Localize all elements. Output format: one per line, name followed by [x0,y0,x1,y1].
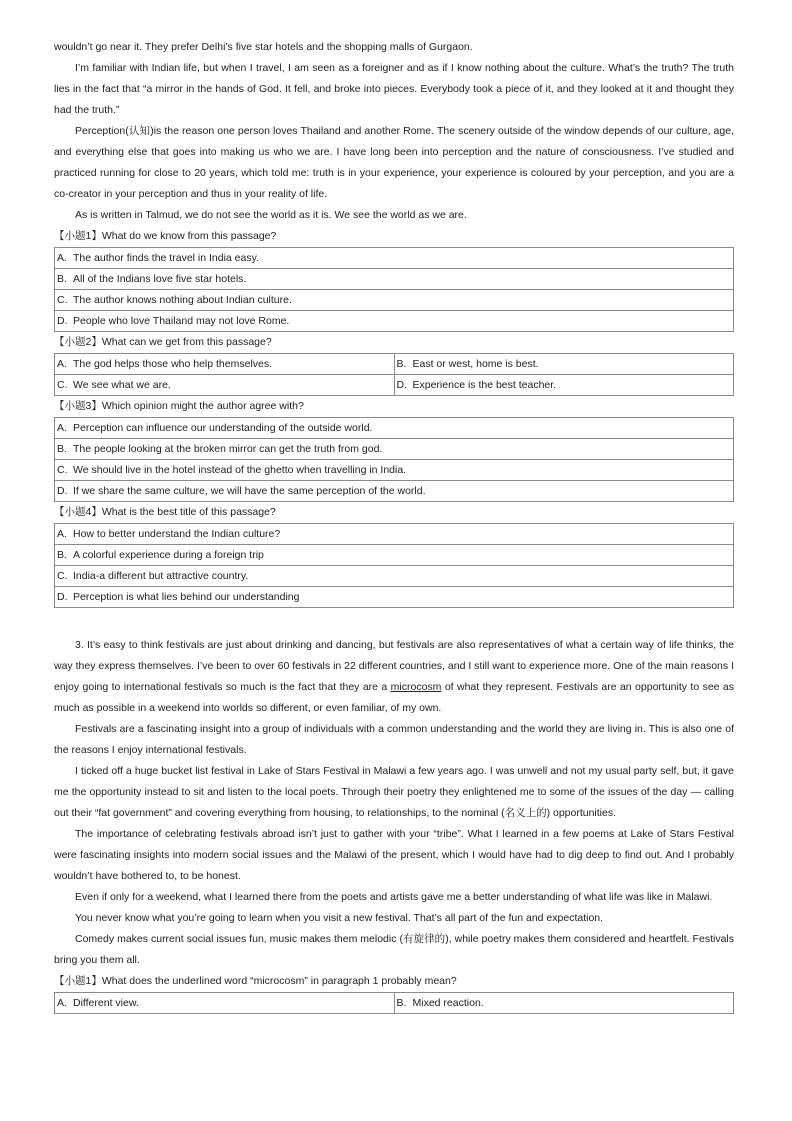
option-a[interactable]: A. How to better understand the Indian culture? [55,524,734,545]
option-a[interactable]: A. Perception can influence our understanding of the outside world. [55,418,734,439]
question-3-stem: 【小题3】Which opinion might the author agree with? [54,400,304,412]
document-page [54,37,734,1014]
option-b[interactable]: B. All of the Indians love five star hotels. [55,269,734,290]
option-d[interactable]: D. Experience is the best teacher. [394,375,734,396]
question-2-options [54,353,734,396]
option-a[interactable]: A. The author finds the travel in India easy. [55,248,734,269]
option-b[interactable]: B. The people looking at the broken mirror can get the truth from god. [55,439,734,460]
option-c[interactable]: C. India-a different but attractive country. [55,566,734,587]
passage3-paragraph-5: Even if only for a weekend, what I learned there from the poets and artists gave me a better understanding of what life was like in Malawi. [75,891,713,903]
passage3-question-1-options [54,992,734,1014]
option-d[interactable]: D. People who love Thailand may not love Rome. [55,311,734,332]
passage3-paragraph-7: Comedy makes current social issues fun, music makes them melodic (有旋律的), while poetry makes them considered and heartfelt. Festivals bring you them all. [54,933,734,966]
passage3-paragraph-1: 3. It’s easy to think festivals are just about drinking and dancing, but festivals are also representatives of what a certain way of life thinks, the way they express themselves. I’ve been to over 60 festivals in 22 different countries, and I still want to experience more. One of the main reasons I enjoy going to international festivals so much is the fact that they are a microcosm of what they represent. Festivals are an opportunity to see as much as possible in a weekend into worlds so different, or even familiar, of my own. [54,639,735,714]
option-d[interactable]: D. If we share the same culture, we will have the same perception of the world. [55,481,734,502]
option-b[interactable]: B. Mixed reaction. [394,993,734,1014]
passage3-paragraph-4: The importance of celebrating festivals abroad isn’t just to gather with your “tribe”. What I learned in a few poems at Lake of Stars Festival were fascinating insights into modern social issues and the Malawi of the present, which I would have had to dig deep to find out. And I probably wouldn’t have bothered to, to be honest. [54,828,734,882]
section-gap [54,608,734,635]
passage2-paragraph-0: wouldn’t go near it. They prefer Delhi’s five star hotels and the shopping malls of Gurgaon. [54,41,473,53]
option-a[interactable]: A. Different view. [55,993,395,1014]
question-4-stem: 【小题4】What is the best title of this passage? [54,506,276,518]
option-c[interactable]: C. We see what we are. [55,375,395,396]
option-b[interactable]: B. A colorful experience during a foreign trip [55,545,734,566]
option-a[interactable]: A. The god helps those who help themselves. [55,354,395,375]
question-1-options [54,247,734,332]
underlined-word: microcosm [390,681,442,693]
passage3-paragraph-3: I ticked off a huge bucket list festival in Lake of Stars Festival in Malawi a few years ago. I was unwell and not my usual party self, but, it gave me the opportunity instead to sit and listen to the local poets. Through their poetry they enlightened me to some of the issues of the day — calling out their “fat government” and covering everything from housing, to relationships, to the nominal (名义上的) opportunities. [54,765,734,819]
question-1-stem: 【小题1】What do we know from this passage? [54,230,277,242]
passage3-paragraph-2: Festivals are a fascinating insight into a group of individuals with a common understanding and the world they are living in. This is also one of the reasons I enjoy international festivals. [54,723,734,756]
option-b[interactable]: B. East or west, home is best. [394,354,734,375]
passage3-question-1-stem: 【小题1】What does the underlined word “microcosm” in paragraph 1 probably mean? [54,975,457,987]
passage2-paragraph-3: As is written in Talmud, we do not see the world as it is. We see the world as we are. [75,209,467,221]
option-d[interactable]: D. Perception is what lies behind our understanding [55,587,734,608]
question-3-options [54,417,734,502]
passage2-paragraph-2: Perception(认知)is the reason one person loves Thailand and another Rome. The scenery outside of the window depends of our culture, age, and everything else that goes into making us who we are. I have long been into perception and the nature of consciousness. I’ve studied and practiced running for close to 20 years, which told me: truth is in your experience, your experience is coloured by your perception, and you are a co-creator in your perception and thus in your reality of life. [54,125,734,200]
option-c[interactable]: C. The author knows nothing about Indian culture. [55,290,734,311]
passage2-paragraph-1: I’m familiar with Indian life, but when I travel, I am seen as a foreigner and as if I know nothing about the culture. What’s the truth? The truth lies in the fact that “a mirror in the hands of God. It fell, and broke into pieces. Everybody took a piece of it, and they looked at it and thought they had the truth.” [54,62,734,116]
passage3-paragraph-6: You never know what you’re going to learn when you visit a new festival. That’s all part of the fun and expectation. [75,912,604,924]
question-2-stem: 【小题2】What can we get from this passage? [54,336,272,348]
option-c[interactable]: C. We should live in the hotel instead of the ghetto when travelling in India. [55,460,734,481]
question-4-options [54,523,734,608]
